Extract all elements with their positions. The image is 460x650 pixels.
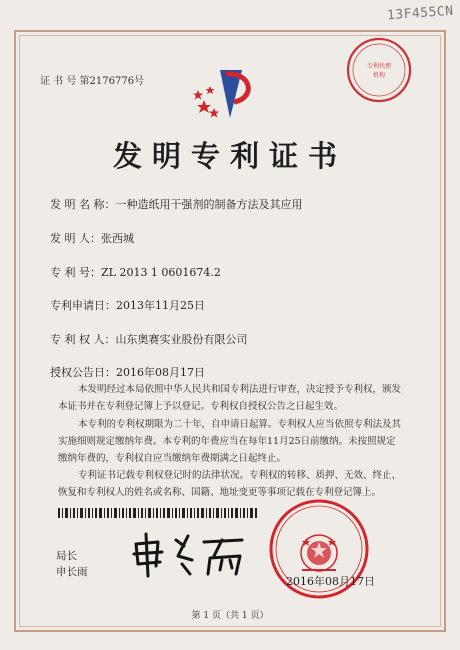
filing-date-value: 2013年11月25日 (116, 299, 205, 312)
invention-name-value: 一种造纸用干强剂的制备方法及其应用 (115, 198, 303, 211)
patent-holder-row (50, 331, 248, 347)
director-block (56, 548, 88, 580)
grant-date-label: 授权公告日： (50, 366, 116, 379)
director-title: 局长 (56, 550, 77, 562)
director-signature (130, 530, 250, 578)
inventor-value: 张西城 (101, 232, 134, 245)
invention-name-label: 发 明 名 称： (50, 198, 116, 211)
patent-office-emblem-icon (190, 64, 270, 124)
grant-date-row (50, 364, 205, 380)
body-paragraph-register: 专利证书记载专利权登记时的法律状况。专利权的转移、质押、无效、终止、恢复和专利权人的姓名或名称、国籍、地址变更等事项记载在专利登记簿上。 (58, 470, 402, 498)
director-name: 申长雨 (56, 566, 88, 578)
svg-text:专利代理: 专利代理 (366, 63, 392, 70)
page-footer: 第 1 页（共 1 页） (191, 611, 269, 621)
patent-number-value: ZL 2013 1 0601674.2 (101, 266, 221, 279)
patent-holder-value: 山东奥赛实业股份有限公司 (115, 333, 248, 346)
agency-stamp (345, 36, 413, 104)
grant-date-value: 2016年08月17日 (116, 366, 205, 379)
barcode (58, 508, 258, 518)
filing-date-row (50, 297, 205, 313)
patent-holder-label: 专 利 权 人： (50, 333, 116, 346)
inventor-label: 发 明 人： (50, 232, 101, 245)
certificate-number: 证 书 号 第2176776号 (40, 76, 145, 87)
invention-name-row (50, 196, 303, 212)
svg-text:机构: 机构 (372, 72, 386, 79)
inventor-row (50, 230, 134, 246)
patent-number-label: 专 利 号： (50, 266, 101, 279)
body-paragraph-term: 本专利的专利权期限为二十年，自申请日起算。专利权人应当依照专利法及其实施细则规定缴纳年费。本专利的年费应当在每年11月25日前缴纳。未按照规定缴纳年费的，专利权自应当缴纳年费期满之日起终止。 (58, 419, 402, 464)
patent-number-row (50, 264, 221, 280)
issue-date: 2016年08月17日 (286, 575, 375, 588)
page-title: 发明专利证书 (112, 139, 347, 173)
filing-date-label: 专利申请日： (50, 299, 116, 312)
handwritten-corner-note: 13F455CN (386, 3, 455, 24)
body-paragraph-grant: 本发明经过本局依照中华人民共和国专利法进行审查，决定授予专利权，颁发本证书并在专利登记簿上予以登记。专利权自授权公告之日起生效。 (58, 384, 402, 412)
